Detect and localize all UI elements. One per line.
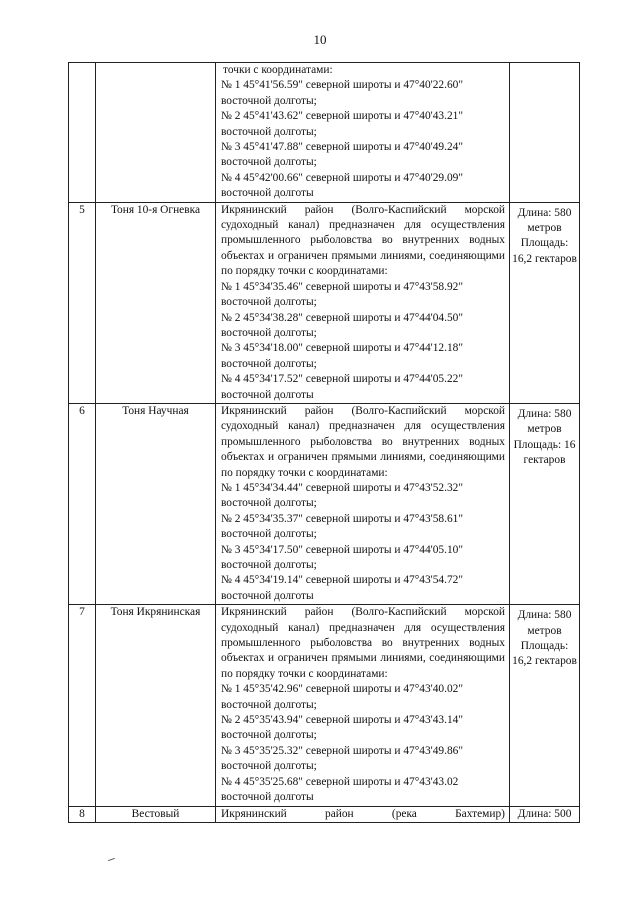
site-size [510,63,580,203]
site-name: Тоня Икрянинская [96,605,216,806]
coord-line: восточной долготы; [221,497,317,510]
pen-mark [108,858,115,861]
coord-line: № 1 45°34'35.46" северной широты и 47°43'58.92" [221,280,464,293]
row-number: 7 [69,605,96,806]
row-number: 8 [69,806,96,822]
site-name: Вестовый [96,806,216,822]
site-description [216,202,510,403]
coord-line: № 1 45°41'56.59" северной широты и 47°40'22.60" [221,79,464,92]
coord-line: восточной долготы [221,791,314,804]
site-intro: Икрянинский район (Волго-Каспийский морской судоходный канал) предназначен для осуществления промышленного рыболовства во внутренних водных объектах и ограничен прямыми линиями, соединяющими по порядку точки с координатами: [221,404,505,479]
row-number [69,63,96,203]
coord-line: № 2 45°41'43.62" северной широты и 47°40'43.21" [221,110,464,123]
coord-line: № 4 45°42'00.66" северной широты и 47°40'29.09" [221,171,464,184]
table-row [69,63,580,203]
site-intro-word: Бахтемир) [455,807,505,820]
site-description [216,605,510,806]
site-size: Длина: 500 [510,806,580,822]
coord-line: № 1 45°35'42.96" северной широты и 47°43'40.02" [221,683,464,696]
coord-line: восточной долготы [221,388,314,401]
table-row [69,605,580,806]
coord-line: восточной долготы [221,589,314,602]
site-description [216,63,510,203]
coord-line: № 4 45°34'17.52" северной широты и 47°44'05.22" [221,373,464,386]
coord-line: восточной долготы; [221,156,317,169]
coord-line: № 3 45°34'17.50" северной широты и 47°44'05.10" [221,543,464,556]
coord-line: восточной долготы; [221,528,317,541]
site-description [216,806,510,822]
coord-line: восточной долготы; [221,559,317,571]
coord-line: восточной долготы; [221,698,317,711]
site-intro-word: (река [391,807,417,820]
table-row [69,202,580,403]
coord-line: восточной долготы; [221,94,317,107]
site-size: Длина: 580 метров Площадь: 16,2 гектаров [510,605,580,806]
table-row [69,806,580,822]
coord-line: № 2 45°35'43.94" северной широты и 47°43'43.14" [221,714,464,727]
site-intro: Икрянинский район (Волго-Каспийский морской судоходный канал) предназначен для осуществления промышленного рыболовства во внутренних водных объектах и ограничен прямыми линиями, соединяющими по порядку точки с координатами: [221,606,505,680]
site-name [96,63,216,203]
site-description [216,403,510,604]
coord-line: восточной долготы; [221,729,317,742]
coord-line: № 4 45°35'25.68" северной широты и 47°43'43.02 [221,775,459,788]
site-intro: Икрянинский район (Волго-Каспийский морской судоходный канал) предназначен для осуществления промышленного рыболовства во внутренних водных объектах и ограничен прямыми линиями, соединяющими по порядку точки с координатами: [221,203,505,278]
site-size: Длина: 580 метров Площадь: 16,2 гектаров [510,202,580,403]
coord-line: № 1 45°34'34.44" северной широты и 47°43'52.32" [221,481,464,494]
coord-line: № 3 45°34'18.00" северной широты и 47°44'12.18" [221,342,464,355]
coord-line: восточной долготы [221,187,314,200]
table-row [69,403,580,604]
coord-line: № 3 45°41'47.88" северной широты и 47°40'49.24" [221,141,464,154]
coord-line: восточной долготы; [221,125,317,138]
coord-line: восточной долготы; [221,760,317,773]
coord-line: № 4 45°34'19.14" северной широты и 47°43'54.72" [221,574,464,587]
fishing-sites-table [68,62,580,823]
site-intro-word: Икрянинский [221,807,287,820]
site-size: Длина: 580 метров Площадь: 16 гектаров [510,403,580,604]
coord-line: восточной долготы; [221,326,317,339]
coord-line: № 2 45°34'35.37" северной широты и 47°43'58.61" [221,512,464,525]
site-intro-word: район [325,807,354,820]
page-number: 10 [313,32,327,47]
coord-line: восточной долготы; [221,357,317,370]
coord-line: точки с координатами: [223,64,333,76]
coord-line: № 3 45°35'25.32" северной широты и 47°43'49.86" [221,744,464,757]
coord-line: № 2 45°34'38.28" северной широты и 47°44'04.50" [221,311,464,324]
row-number: 5 [69,202,96,403]
site-name: Тоня 10-я Огневка [96,202,216,403]
site-name: Тоня Научная [96,403,216,604]
row-number: 6 [69,403,96,604]
coord-line: восточной долготы; [221,296,317,309]
